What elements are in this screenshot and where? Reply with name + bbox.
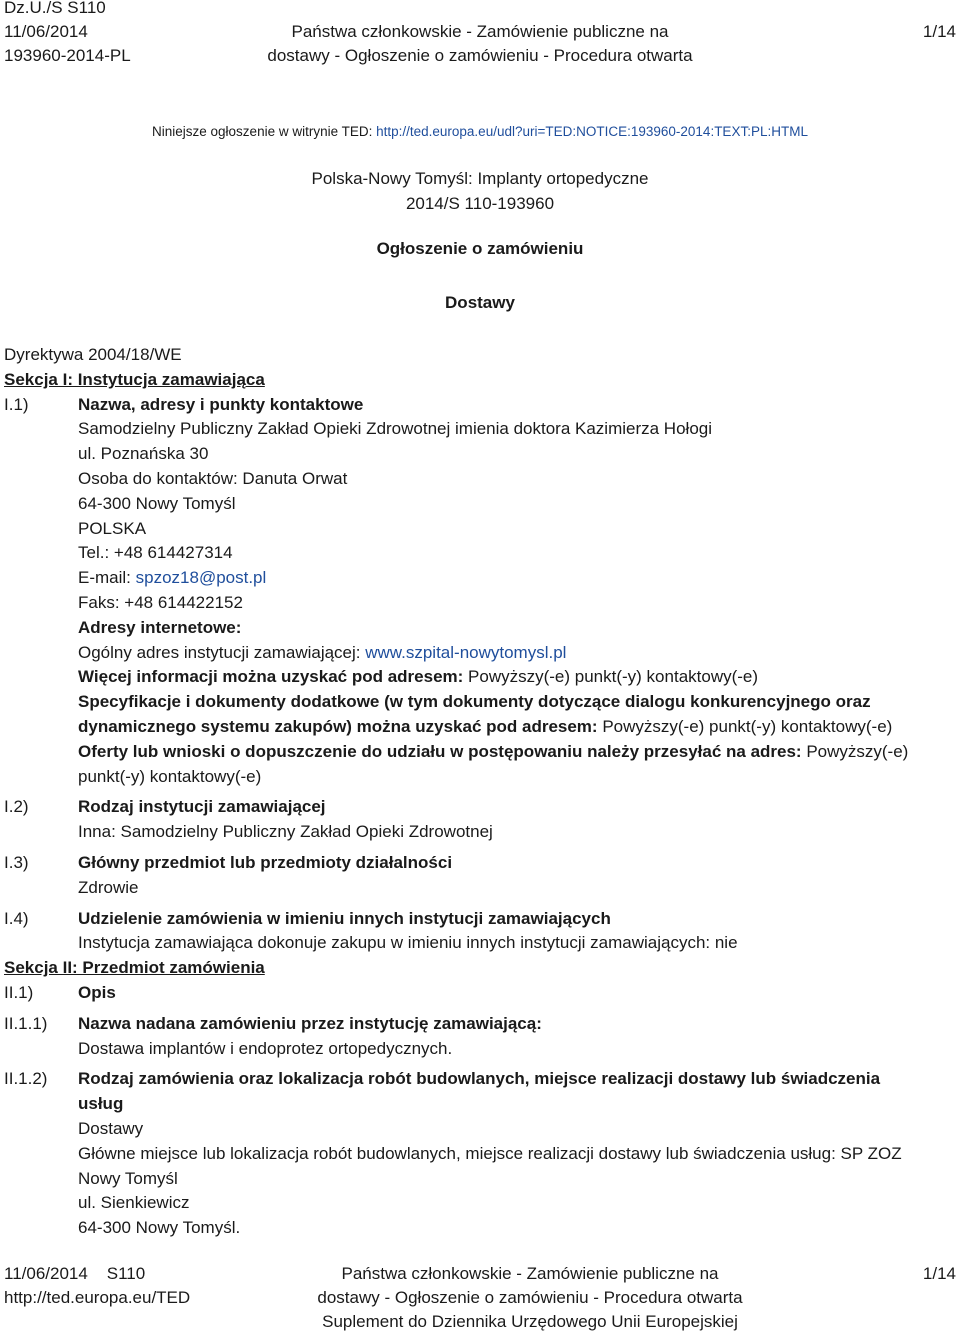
document-body xyxy=(4,343,954,1241)
org-name: Samodzielny Publiczny Zakład Opieki Zdrowotnej imienia doktora Kazimierza Hołogi xyxy=(78,419,713,439)
more-info-row xyxy=(78,665,954,690)
item-title: Nazwa nadana zamówieniu przez instytucję zamawiającą: xyxy=(78,1013,542,1033)
more-info-label: Więcej informacji można uzyskać pod adresem: xyxy=(78,667,469,687)
item-body xyxy=(78,1012,954,1062)
org-email-row xyxy=(78,566,954,591)
header-line1: Państwa członkowskie - Zamówienie publiczne na xyxy=(291,22,669,41)
more-info-value: Powyższy(-e) punkt(-y) kontaktowy(-e) xyxy=(468,667,759,687)
item-value: Instytucja zamawiająca dokonuje zakupu w imieniu innych instytucji zamawiających: nie xyxy=(78,933,738,953)
footer-date: 11/06/2014 xyxy=(4,1264,88,1283)
item-number: I.4) xyxy=(4,908,29,928)
ted-notice-link[interactable]: http://ted.europa.eu/udl?uri=TED:NOTICE:193960-2014:TEXT:PL:HTML xyxy=(376,124,808,139)
page-footer xyxy=(0,1262,960,1334)
item-title: Nazwa, adresy i punkty kontaktowe xyxy=(78,394,364,414)
item-i4 xyxy=(4,907,954,957)
item-number: II.1) xyxy=(4,982,34,1002)
web-row xyxy=(78,641,954,666)
section-1-heading: Sekcja I: Instytucja zamawiająca xyxy=(4,369,265,389)
email-link[interactable]: spzoz18@post.pl xyxy=(135,568,267,588)
section-2-heading: Sekcja II: Przedmiot zamówienia xyxy=(4,958,265,978)
footer-line2: dostawy - Ogłoszenie o zamówieniu - Procedura otwarta xyxy=(317,1288,743,1307)
contract-kind: Dostawy xyxy=(445,293,515,312)
ted-notice-label: Niniejsze ogłoszenie w witrynie TED: xyxy=(152,124,377,139)
offers-value-2: punkt(-y) kontaktowy(-e) xyxy=(78,766,262,786)
item-ii11 xyxy=(4,1012,954,1062)
header-date: 11/06/2014 xyxy=(4,22,88,41)
item-body xyxy=(78,1067,954,1241)
item-number: I.1) xyxy=(4,394,29,414)
header-journal: Dz.U./S S110 xyxy=(4,0,106,17)
footer-center xyxy=(0,1262,960,1334)
web-label: Ogólny adres instytucji zamawiającej: xyxy=(78,642,366,662)
offers-label: Oferty lub wnioski o dopuszczenie do udziału w postępowaniu należy przesyłać na adres: xyxy=(78,741,807,761)
title-line2: 2014/S 110-193960 xyxy=(405,194,555,213)
header-line2: dostawy - Ogłoszenie o zamówieniu - Procedura otwarta xyxy=(267,46,693,65)
item-title: Rodzaj instytucji zamawiającej xyxy=(78,797,326,817)
item-value: Dostawa implantów i endoprotez ortopedycznych. xyxy=(78,1038,453,1058)
item-number: II.1.2) xyxy=(4,1069,48,1089)
directive: Dyrektywa 2004/18/WE xyxy=(4,345,182,364)
contact-person: Osoba do kontaktów: Danuta Orwat xyxy=(78,468,348,488)
offers-value-1: Powyższy(-e) xyxy=(806,741,909,761)
item-number: II.1.1) xyxy=(4,1013,48,1033)
item-title: Opis xyxy=(78,982,116,1002)
item-title-2: usług xyxy=(78,1094,124,1114)
item-title: Główny przedmiot lub przedmioty działalności xyxy=(78,852,453,872)
contract-type: Dostawy xyxy=(78,1118,144,1138)
item-value: Zdrowie xyxy=(78,877,139,897)
item-ii1 xyxy=(4,981,954,1006)
org-city: 64-300 Nowy Tomyśl xyxy=(78,493,236,513)
offers-row xyxy=(78,740,954,765)
spec-label-1: Specyfikacje i dokumenty dodatkowe (w tym dokumenty dotyczące dialogu konkurencyjnego oraz xyxy=(78,692,871,712)
place-line-3: ul. Sienkiewicz xyxy=(78,1193,190,1213)
item-body xyxy=(78,851,954,901)
org-tel: Tel.: +48 614427314 xyxy=(78,543,233,563)
footer-journal: S110 xyxy=(106,1264,146,1283)
item-value: Inna: Samodzielny Publiczny Zakład Opieki Zdrowotnej xyxy=(78,822,493,842)
document-subtitle: Ogłoszenie o zamówieniu xyxy=(376,239,584,258)
item-i2 xyxy=(4,795,954,845)
item-number: I.2) xyxy=(4,797,29,817)
item-title: Udzielenie zamówienia w imieniu innych instytucji zamawiających xyxy=(78,908,611,928)
document-title xyxy=(0,166,960,216)
email-label: E-mail: xyxy=(78,568,136,588)
item-body xyxy=(78,795,954,845)
footer-page: 1/14 xyxy=(922,1264,956,1283)
org-fax: Faks: +48 614422152 xyxy=(78,592,243,612)
item-title-1: Rodzaj zamówienia oraz lokalizacja robót budowlanych, miejsce realizacji dostawy lub świadczenia xyxy=(78,1069,881,1089)
page-header xyxy=(0,0,960,70)
header-id: 193960-2014-PL xyxy=(4,46,131,65)
header-page: 1/14 xyxy=(922,22,956,41)
spec-label-2: dynamicznego systemu zakupów) można uzyskać pod adresem: xyxy=(78,716,603,736)
place-line-4: 64-300 Nowy Tomyśl. xyxy=(78,1218,241,1238)
ted-notice xyxy=(0,122,960,142)
item-body xyxy=(78,907,954,957)
spec-row xyxy=(78,715,954,740)
web-link[interactable]: www.szpital-nowytomysl.pl xyxy=(365,642,567,662)
spec-value: Powyższy(-e) punkt(-y) kontaktowy(-e) xyxy=(602,716,893,736)
place-line-2: Nowy Tomyśl xyxy=(78,1168,178,1188)
title-line1: Polska-Nowy Tomyśl: Implanty ortopedyczne xyxy=(311,169,649,188)
place-line-1: Główne miejsce lub lokalizacja robót budowlanych, miejsce realizacji dostawy lub świadczenia usług: SP ZOZ xyxy=(78,1143,902,1163)
web-heading: Adresy internetowe: xyxy=(78,617,242,637)
footer-url: http://ted.europa.eu/TED xyxy=(4,1288,191,1307)
item-body xyxy=(78,393,954,790)
item-i3 xyxy=(4,851,954,901)
org-street: ul. Poznańska 30 xyxy=(78,444,209,464)
footer-line3: Suplement do Dziennika Urzędowego Unii Europejskiej xyxy=(322,1312,738,1331)
item-ii12 xyxy=(4,1067,954,1241)
item-i1 xyxy=(4,393,954,790)
footer-line1: Państwa członkowskie - Zamówienie publiczne na xyxy=(341,1264,719,1283)
item-number: I.3) xyxy=(4,852,29,872)
header-center xyxy=(0,20,960,68)
org-country: POLSKA xyxy=(78,518,147,538)
